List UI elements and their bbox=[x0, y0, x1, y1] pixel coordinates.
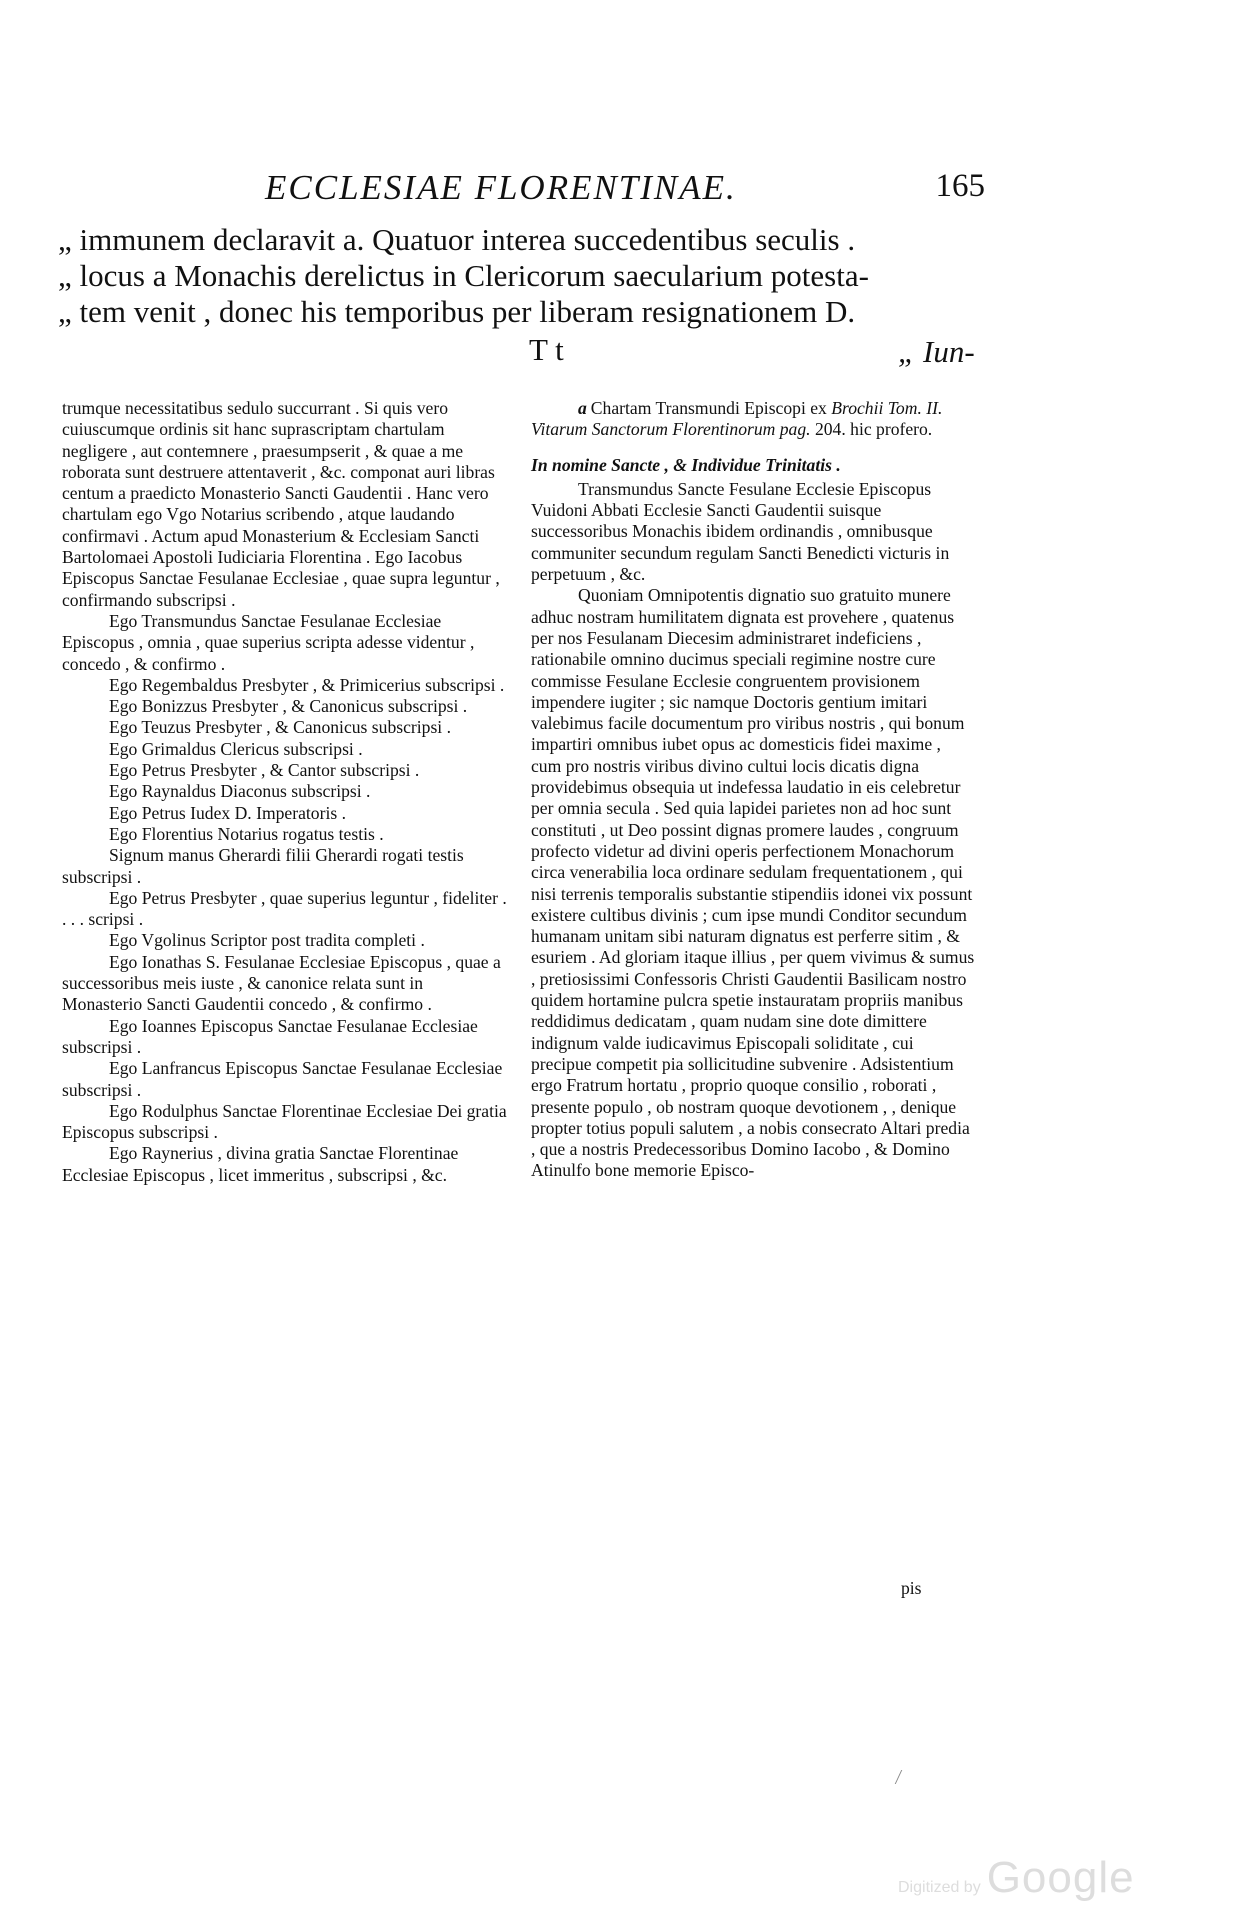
running-title: ECCLESIAE FLORENTINAE. bbox=[265, 168, 737, 207]
subscription: Ego Teuzus Presbyter , & Canonicus subscripsi . bbox=[109, 717, 451, 738]
left-column bbox=[62, 398, 507, 1186]
quoted-passage bbox=[58, 222, 988, 330]
watermark-logo: Google bbox=[986, 1853, 1135, 1902]
subscription: Ego Raynaldus Diaconus subscripsi . bbox=[109, 781, 371, 802]
catchword: „ Iun- bbox=[898, 334, 975, 369]
stray-mark bbox=[895, 1770, 911, 1784]
charter-paragraph: Transmundus Sancte Fesulane Ecclesie Episcopus Vuidoni Abbati Ecclesie Sancti Gaudentii suisque successoribus Monachis ibidem ordinandis , omnibusque communiter secundum regulam Sancti Benedicti victuris in perpetuum , &c. bbox=[531, 478, 950, 585]
subscription: Ego Bonizzus Presbyter , & Canonicus subscripsi . bbox=[109, 696, 468, 717]
subscription: Ego Regembaldus Presbyter , & Primicerius subscripsi . bbox=[109, 674, 505, 695]
quoted-line: „ locus a Monachis derelictus in Clericorum saecularium potesta- bbox=[58, 258, 869, 293]
watermark-caption: Digitized by bbox=[898, 1879, 981, 1896]
charter-heading: In nomine Sancte , & Individue Trinitatis . bbox=[531, 454, 841, 475]
charter-paragraph: Quoniam Omnipotentis dignatio suo gratuito munere adhuc nostram humilitatem dignata est provehere , quatenus per nos Fesulanam Diecesim administraret indeficiens , rationabile omnino ducimus speciali regimine nostre cure commisse Fesulane Ecclesie congruentem provisionem impendere iugiter ; sic namque Doctoris gentium imitari valebimus facile documentum pro viribus nostris , qui bonum impartiri omnibus iubet opus ac domesticis fidei maxime , cum pro nostris viribus divino cultui locis dicatis digna providebimus obsequia ut indefessa laudatio in eis celebretur per omnia secula . Sed quia lapidei parietes non ad hoc sunt constituti , ut Deo possint dignas promere laudes , congruum profecto videtur ad divini operis perfectionem Monachorum circa venerabilia loca ordinare sedulam frequentationem , qui nisi terrenis temporalis substantie stipendiis idonei vix possunt existere cultibus divinis ; cum ipse mundi Conditor secundum humanam unitam sibi naturam dignatus est perferre sitim , & esuriem . Ad gloriam itaque illius , per quem vivimus & sumus , pretiosissimi Confessoris Christi Gaudentii Basilicam nostro quidem hortamine pulcra spetie instauratam propriis manibus reddidimus dedicatam , quam nudam sine dote dimittere indignum valde iudicavimus Episcopali soliditate , cui precipue competit pia sollicitudine subvenire . Adsistentium ergo Fratrum hortatu , proprio quoque consilio , roborati , presente populo , ob nostram quoque devotionem , , denique propter totius populi salutem , a nobis consecrato Altari predia , que a nostris Predecessoribus Domino Iacobo , & Domino Atinulfo bone memorie Episco- bbox=[531, 585, 975, 1181]
subscription: Signum manus Gherardi filii Gherardi rogati testis subscripsi . bbox=[62, 845, 464, 887]
subscription: Ego Lanfrancus Episcopus Sanctae Fesulanae Ecclesiae subscripsi . bbox=[62, 1058, 503, 1100]
signature-mark: T t bbox=[529, 332, 564, 367]
subscription: Ego Raynerius , divina gratia Sanctae Florentinae Ecclesiae Episcopus , licet immeritus , subscripsi , &c. bbox=[62, 1143, 459, 1185]
right-column bbox=[531, 398, 975, 1182]
subscription: Ego Transmundus Sanctae Fesulanae Ecclesiae Episcopus , omnia , quae superius scripta adesse videntur , concedo , & confirmo . bbox=[62, 610, 475, 674]
footnote-mark: a bbox=[578, 398, 587, 418]
subscription: Ego Ionathas S. Fesulanae Ecclesiae Episcopus , quae a successoribus meis iuste , & canonice relata sunt in Monasterio Sancti Gaudentii concedo , & confirmo . bbox=[62, 951, 501, 1015]
subscription: Ego Ioannes Episcopus Sanctae Fesulanae Ecclesiae subscripsi . bbox=[62, 1015, 478, 1057]
subscription: Ego Florentius Notarius rogatus testis . bbox=[109, 823, 384, 844]
running-head bbox=[265, 168, 985, 218]
quoted-line: „ tem venit , donec his temporibus per liberam resignationem D. bbox=[58, 294, 856, 329]
signature-row bbox=[58, 332, 988, 372]
charter-paragraph: trumque necessitatibus sedulo succurrant . Si quis vero cuiuscumque ordinis sit hanc suprascriptam chartulam negligere , aut contemnere , praesumpserit , & quae a me roborata sunt destruere attentaverit , &c. componat auri libras centum a praedicto Monasterio Sancti Gaudentii . Hanc vero chartulam ego Vgo Notarius scribendo , atque laudando confirmavi . Actum apud Monasterium & Ecclesiam Sancti Bartolomaei Apostoli Iudiciaria Florentina . Ego Iacobus Episcopus Sanctae Fesulanae Ecclesiae , quae supra leguntur , confirmando subscripsi . bbox=[62, 398, 500, 610]
bottom-catchword: pis bbox=[901, 1578, 922, 1598]
subscription: Ego Petrus Iudex D. Imperatoris . bbox=[109, 802, 346, 823]
subscription: Ego Rodulphus Sanctae Florentinae Ecclesiae Dei gratia Episcopus subscripsi . bbox=[62, 1100, 507, 1143]
subscription: Ego Grimaldus Clericus subscripsi . bbox=[109, 738, 363, 759]
digitization-watermark bbox=[898, 1853, 1135, 1903]
subscription: Ego Petrus Presbyter , & Cantor subscripsi . bbox=[109, 760, 420, 781]
footnote bbox=[531, 398, 975, 441]
quoted-line: „ immunem declaravit a. Quatuor interea succedentibus seculis . bbox=[58, 222, 856, 257]
footnote-citation: Brochii Tom. II. Vitarum Sanctorum Florentinorum pag. bbox=[531, 398, 943, 440]
subscription: Ego Petrus Presbyter , quae superius leguntur , fideliter . . . . scripsi . bbox=[62, 887, 507, 930]
subscription: Ego Vgolinus Scriptor post tradita completi . bbox=[109, 930, 425, 951]
footnote-text: Chartam Transmundi Episcopi ex bbox=[590, 398, 827, 418]
page-number: 165 bbox=[935, 168, 985, 204]
footnote-tail: 204. hic profero. bbox=[814, 419, 933, 440]
